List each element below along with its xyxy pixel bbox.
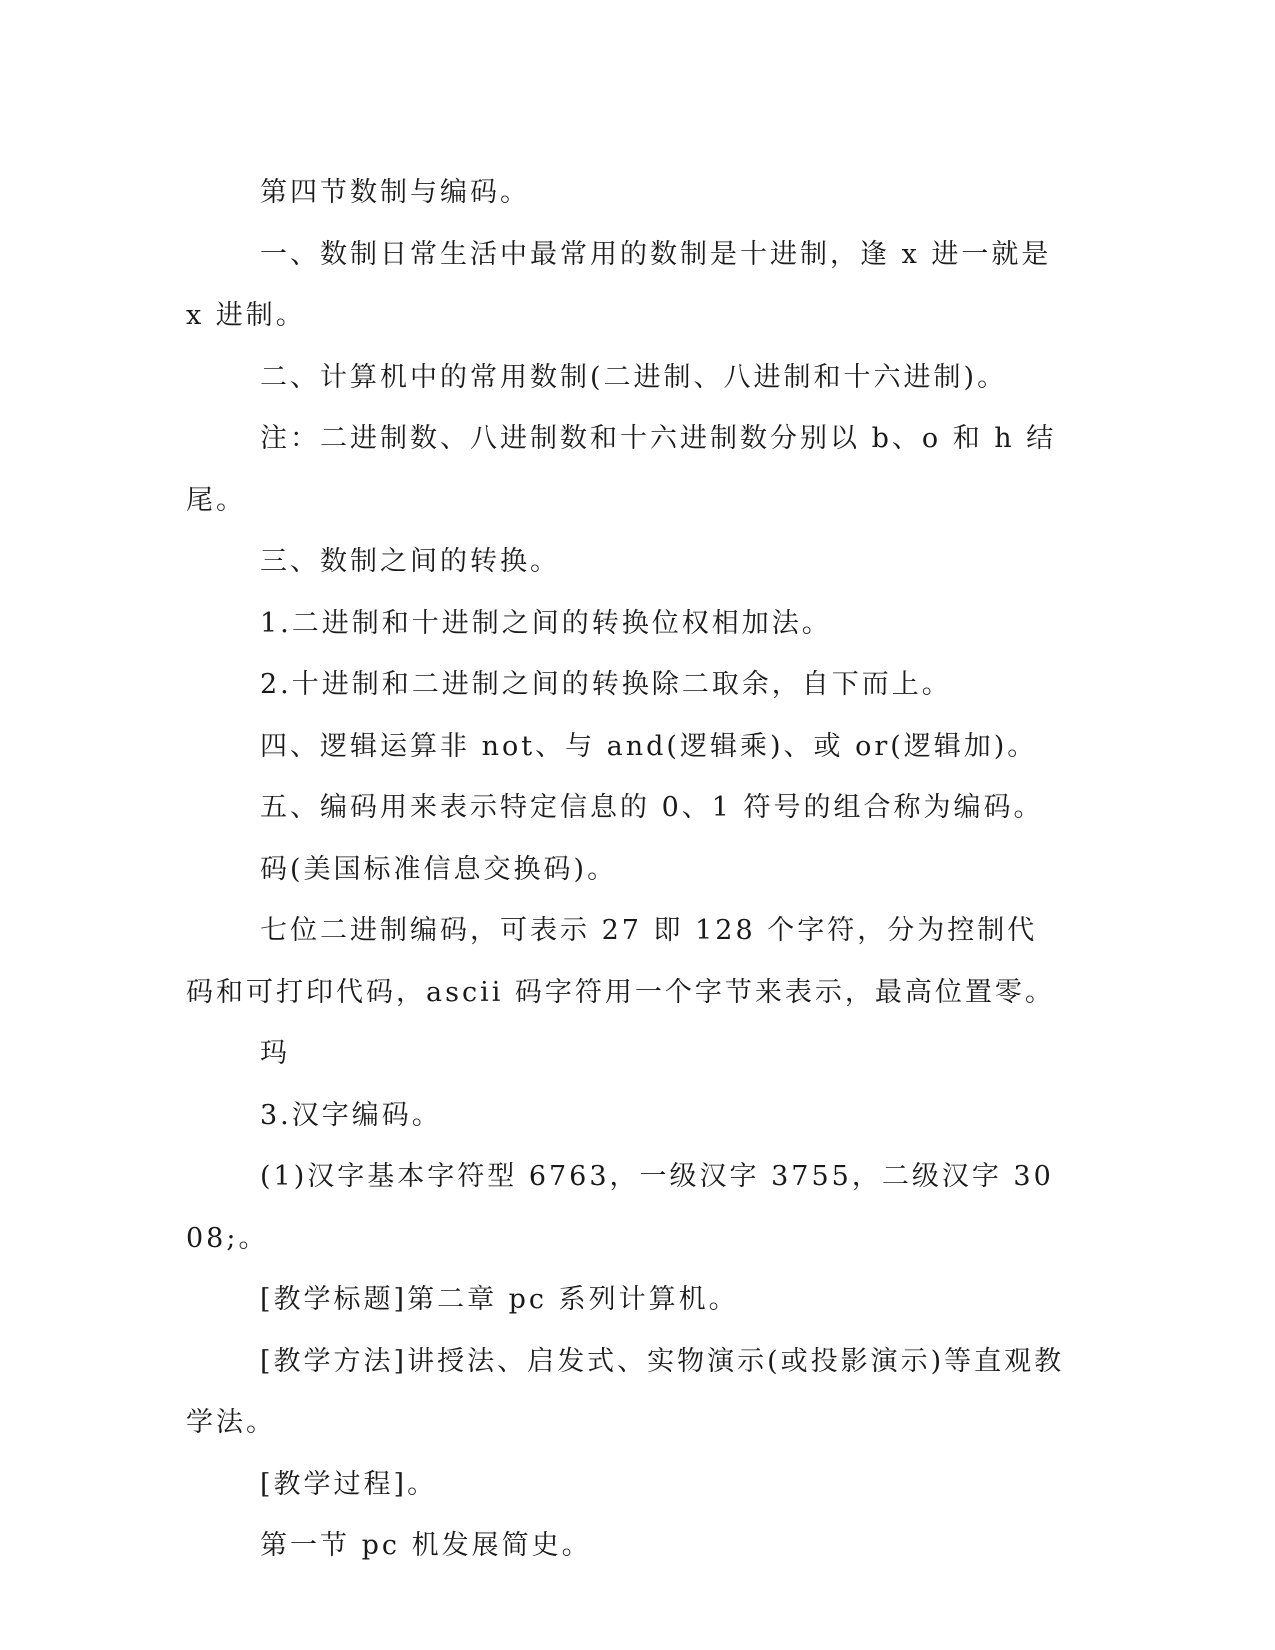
paragraph-ascii-details: 七位二进制编码，可表示 27 即 128 个字符，分为控制代码和可打印代码，ascii 码字符用一个字节来表示，最高位置零。 xyxy=(186,915,1055,1008)
document-body xyxy=(186,162,1066,1577)
paragraph-teaching-method: [教学方法]讲授法、启发式、实物演示(或投影演示)等直观教学法。 xyxy=(186,1345,1065,1438)
section-heading-paragraph: 第四节数制与编码。 xyxy=(260,177,530,208)
paragraph-ascii-name: 码(美国标准信息交换码)。 xyxy=(260,853,618,885)
paragraph-fragment: 玛 xyxy=(260,1038,290,1069)
paragraph-conversion-heading: 三、数制之间的转换。 xyxy=(260,546,560,577)
paragraph-logic-operations: 四、逻辑运算非 not、与 and(逻辑乘)、或 or(逻辑加)。 xyxy=(260,730,1038,762)
paragraph-teaching-title: [教学标题]第二章 pc 系列计算机。 xyxy=(260,1284,739,1315)
paragraph-encoding-definition: 五、编码用来表示特定信息的 0、1 符号的组合称为编码。 xyxy=(260,792,1044,823)
paragraph-common-number-systems: 二、计算机中的常用数制(二进制、八进制和十六进制)。 xyxy=(260,361,1008,393)
paragraph-pc-history: 第一节 pc 机发展简史。 xyxy=(260,1530,592,1561)
paragraph-decimal-to-binary: 2.十进制和二进制之间的转换除二取余，自下而上。 xyxy=(260,669,952,700)
paragraph-number-system-intro: 一、数制日常生活中最常用的数制是十进制，逢 x 进一就是 x 进制。 xyxy=(186,238,1052,331)
paragraph-suffix-note: 注：二进制数、八进制数和十六进制数分别以 b、o 和 h 结尾。 xyxy=(186,423,1057,516)
paragraph-chinese-charset: (1)汉字基本字符型 6763，一级汉字 3755，二级汉字 3008;。 xyxy=(186,1161,1054,1254)
paragraph-chinese-encoding: 3.汉字编码。 xyxy=(260,1099,442,1131)
paragraph-teaching-process: [教学过程]。 xyxy=(260,1468,438,1500)
paragraph-binary-to-decimal: 1.二进制和十进制之间的转换位权相加法。 xyxy=(260,607,832,639)
